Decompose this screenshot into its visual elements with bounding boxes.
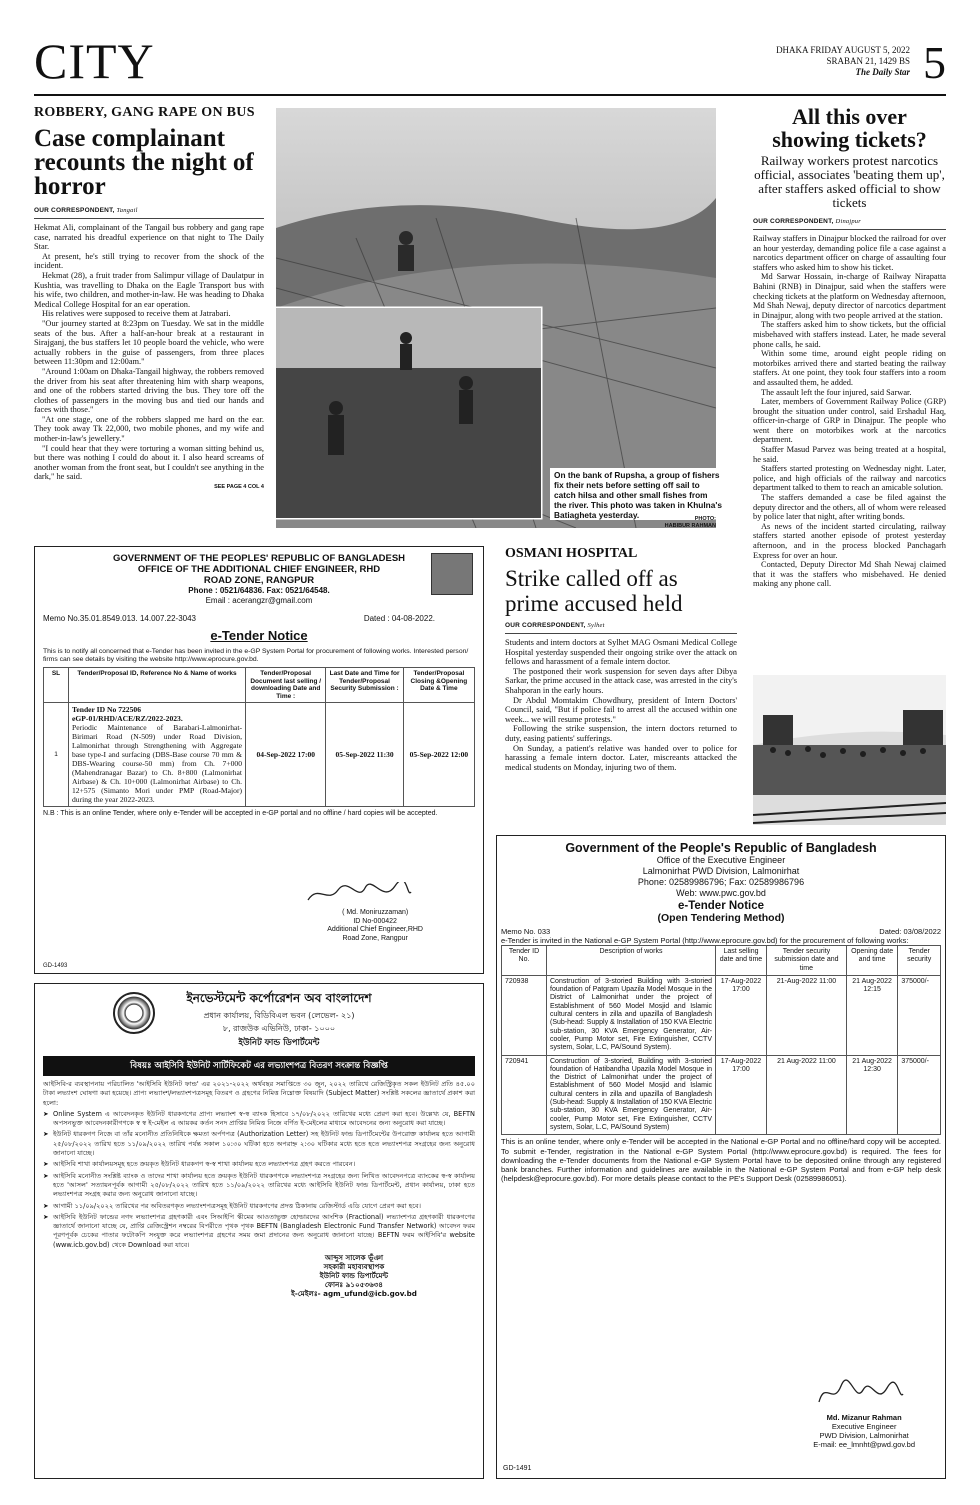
photo-image xyxy=(753,675,946,825)
table-cell: 720941 xyxy=(502,1055,547,1135)
icb-office: প্রধান কার্যালয়, বিডিবিএল ভবন (লেভেল- ২১) xyxy=(203,1011,355,1020)
table-cell: Construction of 3-storied Building with 3-storied foundation of Patgram Upazila Model Mosque in the District of Lalmonirhat under the project of Establishment of 560 Model Mosjid and Islamic cultural centers in zilla and upazilla of Bangladesh (Sub-head: Supply & Installation of 150 KVA Electric sub-station, 30 KVA Emergency Generator, Air-cooler, Pump Motor set, Fire Extinguisher, CCTV system, Solar, L.C, PA/Sound System). xyxy=(547,975,716,1055)
icb-address: ৮, রাজউক এভিনিউ, ঢাকা- ১০০০ xyxy=(222,1024,336,1033)
story-railway-tickets xyxy=(753,105,946,589)
pwd-title: e-Tender Notice xyxy=(677,900,765,912)
jump-line: SEE PAGE 4 COL 4 xyxy=(214,484,264,491)
icb-item xyxy=(43,1172,475,1200)
table-cell: 05-Sep-2022 11:30 xyxy=(326,703,403,807)
body-paragraph: At present, he's still trying to recover from the shock of the incident. xyxy=(34,251,264,271)
story-headline: All this over showing tickets? xyxy=(772,104,927,152)
table-cell: 375000/- xyxy=(898,1055,941,1135)
ad-code: GD-1493 xyxy=(43,963,68,969)
body-paragraph: Railway staffers in Dinajpur blocked the railroad for over an hour yesterday, demanding police file a case against a narcotics department officer on charge of assaulting four staffers who asked him to show his ticket. xyxy=(753,234,946,272)
ad-memo: Memo No.35.01.8549.013. 14.007.22-3043 xyxy=(43,614,197,623)
story-kicker: OSMANI HOSPITAL xyxy=(505,546,638,561)
ad-office-line: OFFICE OF THE ADDITIONAL CHIEF ENGINEER, RHD xyxy=(137,564,381,575)
fishers-photo xyxy=(276,108,722,529)
table-header: Opening date and time xyxy=(846,946,897,976)
story-headline: Case complainant recounts the night of horror xyxy=(34,125,254,200)
body-paragraph: The staffers asked him to show tickets, but the official misbehaved with staffers instead. Later, he made several phone calls, he said. xyxy=(753,320,946,349)
ad-tender-table xyxy=(43,667,475,807)
table-cell: 375000/- xyxy=(898,975,941,1055)
table-cell: 21 Aug-2022 11:00 xyxy=(766,1055,846,1135)
pwd-office-line: Office of the Executive Engineer xyxy=(656,855,786,865)
ad-email: Email : acerangzr@gmail.com xyxy=(205,596,313,605)
signer-email: E-mail: ee_lmnht@pwd.gov.bd xyxy=(813,1440,915,1449)
icb-subject: বিষয়ঃ আইসিবি ইউনিট সার্টিফিকেট এর লভ্যাংশপত্র বিতরণ সংক্রান্ত বিজ্ঞপ্তি xyxy=(43,1056,475,1076)
story-bus-robbery xyxy=(34,105,264,490)
table-header: Description of works xyxy=(547,946,716,976)
body-paragraph: Within some time, around eight people riding on motorbikes arrived there and started beating the railway staffers. At one point, they took four staffers into a room and assaulted them, he added. xyxy=(753,349,946,387)
table-cell: 05-Sep-2022 12:00 xyxy=(403,703,474,807)
icb-org: ইনভেস্টমেন্ট কর্পোরেশন অব বাংলাদেশ xyxy=(186,991,372,1005)
body-paragraph: Hekmat Ali, complainant of the Tangail bus robbery and gang rape case, narrated his dreadful experience on that night to The Daily Star. xyxy=(34,223,264,252)
signer-name: Md. Mizanur Rahman xyxy=(826,1413,902,1422)
story-kicker: ROBBERY, GANG RAPE ON BUS xyxy=(34,105,255,120)
icb-items xyxy=(43,1110,475,1250)
photo-credit: PHOTO: HABIBUR RAHMAN xyxy=(664,516,716,529)
icb-item xyxy=(43,1110,475,1129)
bullet-icon: ➤ xyxy=(43,1109,49,1118)
bullet-icon: ➤ xyxy=(43,1171,49,1180)
icb-email: ই-মেইলঃ- agm_ufund@icb.gov.bd xyxy=(291,1289,417,1299)
ad-intro: This is to notify all concerned that e-Tender has been invited in the e-GP System Portal for procurement of following works. Interested person/ firms can see details by visiting the website http://www.eprocure.gov.bd. xyxy=(43,648,469,663)
masthead-rule xyxy=(34,94,946,96)
body-paragraph: The staffers demanded a case be filed against the deputy director and the others, all of whom were released by police later that night, after writing bonds. xyxy=(753,493,946,522)
icb-signer-title: সহকারী মহাব্যবস্থাপক xyxy=(323,1262,385,1272)
ad-pwd-etender xyxy=(496,835,946,1479)
table-cell: 21 Aug-2022 12:30 xyxy=(846,1055,897,1135)
photo-image xyxy=(276,108,716,528)
table-cell: Construction of 3-storied, Building with 3-storied foundation of Hatibandha Upazila Model Mosque in the District of Lalmonirhat under the project of Establishment of 560 Model Mosjid and Islamic cultural centers in zilla and upazilla of Bangladesh (Sub-head: Supply & Installation of 150 KVA Electric sub-station, 30 KVA Emergency Generator, Air-cooler, Pump Motor set, Fire Extinguisher, CCTV system, Solar, L.C, PA/Sound System) xyxy=(547,1055,716,1135)
table-cell: 720938 xyxy=(502,975,547,1055)
story-body xyxy=(505,638,737,772)
table-header: Tender/Proposal Document last selling / downloading Date and Time : xyxy=(246,668,326,703)
icb-item-text: ইউনিট ধারকগণ নিজে বা তাঁর মনোনীত প্রতিনিধিকে ক্ষমতা অর্পণপত্র (Authorization Letter) সহ ইউনিট ফান্ড ডিপার্টমেন্টের উপরোক্ত কার্যালয় হতে আগামী ২৫/০৮/২০২২ তারিখ হতে ১১/০৯/২০২২ তারিখ পর্যন্ত সকাল ১০:৩০ ঘটিকা হতে অপরাহ্ন ২:৩০ ঘটিকার মধ্যে হতে হতে লভ্যাংশপত্র সংগ্রহের জন্য অনুরোধ জানানো যাচ্ছে। xyxy=(53,1130,475,1158)
body-paragraph: "Our journey started at 8:23pm on Tuesday. We sat in the middle seats of the bus. After a half-an-hour break at a restaurant in Sirajganj, the bus staffers let 10 people board the vehicle, who were actually robbers in the guise of passengers, from three places between 11:30pm and 12:00am." xyxy=(34,318,264,367)
table-header: Tender ID No. xyxy=(502,946,547,976)
body-paragraph: Students and intern doctors at Sylhet MAG Osmani Medical College Hospital yesterday suspended their ongoing strike over the attack on fellows and harassment of a female intern doctor. xyxy=(505,638,737,667)
table-header: Last selling date and time xyxy=(716,946,767,976)
table-row xyxy=(44,703,475,807)
table-header: SL xyxy=(44,668,69,703)
icb-item-text: আইসিবি শাখা কার্যালয়সমূহ হতে ক্রয়কৃত ইউনিট ধারকগণ স্ব-স্ব শাখা কার্যালয় হতে লভ্যাংশপত্র গ্রহণ করতে পারবেন। xyxy=(53,1160,356,1169)
table-cell: 04-Sep-2022 17:00 xyxy=(246,703,326,807)
pwd-gov-line: Government of the People's Republic of Bangladesh xyxy=(565,841,877,855)
story-body xyxy=(34,223,264,482)
table-cell: 21 Aug-2022 12:15 xyxy=(846,975,897,1055)
body-paragraph: Staffers started protesting on Wednesday night. Later, police, and high officials of the railway and narcotics department talked to them to reach an amicable solution. xyxy=(753,464,946,493)
ad-icb-dividend xyxy=(34,983,484,1479)
masthead-dateline xyxy=(776,45,910,78)
icb-intro: আইসিবি-র ব্যবস্থাপনায় পরিচালিত 'আইসিবি ইউনিট ফান্ড' এর ২০২১-২০২২ অর্থবছর সমাপ্তিতে ৩০ জুন, ২০২২ তারিখে রেজিস্ট্রিকৃত সকল ইউনিট প্রতি ৪৫.০০ টাকা লভ্যাংশ ঘোষণা করা হয়েছে। প্রাপ্য লভ্যাংশ/লভ্যাংশপত্রসমূহ বিতরণ ও গ্রহণের নিমিত্ত নিম্নোক্ত বিষয়াদি (Subject Matter) সংশ্লিষ্ট সকলের জ্ঞাতার্থে প্রকাশ করা হলো: xyxy=(43,1080,475,1107)
icb-signer-name: আব্দুস সালেক ভূঁঞা xyxy=(324,1253,384,1263)
section-title: CITY xyxy=(34,33,155,89)
table-header: Tender/Proposal Closing &Opening Date & Time xyxy=(403,668,474,703)
story-headline: Strike called off as prime accused held xyxy=(505,566,683,616)
body-paragraph: "At one stage, one of the robbers slapped me hard on the ear. They took away Tk 22,000, two mobile phones, and my wife and mother-in-law's jewellery." xyxy=(34,414,264,444)
icb-phone: ফোনঃ ৯১০৫৩৬৩৪ xyxy=(324,1280,384,1290)
signature-mark xyxy=(303,882,413,906)
icb-item-text: আইসিবি মনোনীত সংশ্লিষ্ট ব্যাংক ও তাদের শাখা কার্যালয় হতে ক্রয়কৃত ইউনিট ধারকগণকে লভ্যাংশপত্র সংগ্রহের জন্য লিখিত আবেদনপত্রে ব্যাংকের স্ব-স্ব কার্যালয় হতে 'আসল' সত্যায়নপূর্বক আগামী ২৫/০৮/২০২২ তারিখ হতে ১১/০৯/২০২২ তারিখের মধ্যে আইসিবি ইউনিট ফান্ড ডিপার্টমেন্ট, প্রধান কার্যালয়, ঢাকা হতে লভ্যাংশপত্র সংগ্রহ করার জন্য অনুরোধ জানানো যাচ্ছে। xyxy=(53,1171,475,1199)
table-header: Last Date and Time for Tender/Proposal Security Submission : xyxy=(326,668,403,703)
icb-item xyxy=(43,1202,475,1211)
signer-id: ID No-000422 xyxy=(353,917,397,925)
signer-name: ( Md. Moniruzzaman) xyxy=(342,909,409,916)
body-paragraph: As news of the incident started circulating, railway staffers started another episode of protest yesterday afternoon, and in the process blocked Panchagarh Express for over an hour. xyxy=(753,521,946,560)
table-cell: 1 xyxy=(44,703,69,807)
body-paragraph: Dr Abdul Momtakim Chowdhury, president of Intern Doctors' Council, said, "But if police fail to arrest all the accused within one week... we will resume protests." xyxy=(505,695,737,724)
body-paragraph: The postponed their work suspension for seven days after Dibya Sarkar, the prime accused in the attack case, was arrested in the city's Shahporan in the early hours. xyxy=(505,666,737,695)
pwd-memo: Memo No. 033 xyxy=(501,927,551,936)
bangla-date: SRABAN 21, 1429 BS xyxy=(826,56,910,66)
bullet-icon: ➤ xyxy=(43,1160,49,1169)
paper-name: The Daily Star xyxy=(855,67,910,77)
portrait-logo xyxy=(431,553,473,595)
story-byline: OUR CORRESPONDENT, Dinajpur xyxy=(753,218,861,225)
story-body xyxy=(753,234,946,589)
ad-note: N.B : This is an online Tender, where only e-Tender will be accepted in e-GP portal and no offline / hard copies will be accepted. xyxy=(43,810,438,817)
table-header: Tender/Proposal ID, Reference No & Name of works xyxy=(69,668,246,703)
rail-protest-photo xyxy=(753,675,946,825)
ad-phone: Phone : 0521/64836. Fax: 0521/64548. xyxy=(188,586,330,595)
icb-item xyxy=(43,1213,475,1250)
table-cell: 21-Aug-2022 11:00 xyxy=(766,975,846,1055)
table-cell: 17-Aug-2022 17:00 xyxy=(716,975,767,1055)
table-row xyxy=(502,1055,941,1135)
body-paragraph: Staffer Masud Parvez was being treated at a hospital, he said. xyxy=(753,445,946,464)
photo-caption: On the bank of Rupsha, a group of fishers fix their nets before setting off sail to catch hilsa and other small fishes from the river. This photo was taken in Khulna's Batiagheta yesterday. xyxy=(550,468,722,520)
pwd-dated: Dated: 03/08/2022 xyxy=(879,927,941,936)
icb-item xyxy=(43,1160,475,1169)
body-paragraph: Md Sarwar Hossain, in-charge of Railway Nirapatta Bahini (RNB) in Dinajpur, said when the staffers were checking tickets at the platform on Wednesday afternoon, Md Shah Newaj, deputy director of narcotics department in Dinajpur, along with two people arrived at the station. xyxy=(753,272,946,320)
body-paragraph: Following the strike suspension, the intern doctors returned to duty, easing patients' sufferings. xyxy=(505,724,737,743)
table-cell: 17-Aug-2022 17:00 xyxy=(716,1055,767,1135)
icb-item-text: আইসিবি ইউনিট ফান্ডের নগদ লভ্যাংশপত্র গ্রহণকারী এবং সিআইপি স্কীমের আওতাভুক্ত হোল্ডারদের আংশিক (Fractional) লভ্যাংশপত্র গ্রহণকারী ধারকগণের জ্ঞাতার্থে জানানো যাচ্ছে যে, প্রাপ্তি রেজিস্ট্রেশন নম্বরের বিপরীতে পৃথক পৃথক BEFTN (Bangladesh Electronic Fund Transfer Network) আবেদন ফরম পূরণপূর্বক চেকের পাতার ফটোকপি সংযুক্ত করে লভ্যাংশপত্র গ্রহণের সময় জমা প্রদানের জন্য অনুরোধ জানানো যাচ্ছে। BEFTN ফরম আইসিবি'র website (www.icb.gov.bd) থেকে Download করা যাবে। xyxy=(53,1212,475,1249)
ad-rhd-etender xyxy=(34,546,484,974)
icb-signer-dept: ইউনিট ফান্ড ডিপার্টমেন্ট xyxy=(319,1271,389,1281)
pwd-division: Lalmonirhat PWD Division, Lalmonirhat xyxy=(642,866,800,876)
pwd-phone: Phone: 02589986796; Fax: 02589986796 xyxy=(637,877,805,887)
body-paragraph: "I could hear that they were torturing a woman sitting behind us, but there was nothing I could do about it. I also heard screams of another woman from the front seat, but I couldn't see anything in the dark," he said. xyxy=(34,443,264,482)
ad-notice-title: e-Tender Notice xyxy=(210,628,308,643)
body-paragraph: Hekmat (28), a fruit trader from Salimpur village of Daulatpur in Kushtia, was travelling to Dhaka on the Eagle Transport bus with his wife, two children, and mother-in-law. He was heading to Dhaka Medical College Hospital for an ear operation. xyxy=(34,270,264,309)
table-row xyxy=(502,975,941,1055)
body-paragraph: His relatives were supposed to receive them at Jatrabari. xyxy=(42,309,231,319)
icb-dept: ইউনিট ফান্ড ডিপার্টমেন্ট xyxy=(238,1038,320,1048)
story-deck: Railway workers protest narcotics official, associates 'beating them up', after staffers asked official to show tickets xyxy=(754,153,945,210)
bullet-icon: ➤ xyxy=(43,1212,49,1221)
table-header: Tender security submission date and time xyxy=(766,946,846,976)
issue-date: DHAKA FRIDAY AUGUST 5, 2022 xyxy=(776,45,910,55)
signer-title: Additional Chief Engineer,RHD xyxy=(327,926,423,933)
signer-title: Executive Engineer xyxy=(831,1422,897,1431)
page-number: 5 xyxy=(923,37,946,88)
signer-office: Road Zone, Rangpur xyxy=(342,934,408,942)
table-header: Tender security xyxy=(898,946,941,976)
signature-mark xyxy=(815,1376,905,1410)
ad-zone-line: ROAD ZONE, RANGPUR xyxy=(203,575,315,586)
body-paragraph: Contacted, Deputy Director Md Shah Newaj claimed that it was the staffers who misbehaved. He denied making any phone call. xyxy=(753,560,946,589)
body-paragraph: Later, members of Government Railway Police (GRP) brought the situation under control, said Ershadul Haq, officer-in-charge of GRP in Dinajpur. The people who went there on motorbikes work at the narcotics department. xyxy=(753,397,946,445)
story-byline: OUR CORRESPONDENT, Sylhet xyxy=(505,622,605,629)
pwd-tender-table xyxy=(501,945,941,1135)
icb-item-text: আগামী ১১/০৯/২০২২ তারিখের পর অবিতরণকৃত লভ্যাংশপত্রসমূহ ইউনিট ধারকগণের প্রদত্ত ঠিকানায় রেজিস্টার্ড এডি যোগে প্রেরণ করা হবে। xyxy=(53,1201,421,1210)
story-byline: OUR CORRESPONDENT, Tangail xyxy=(34,207,138,214)
body-paragraph: On Sunday, a patient's relative was handed over to police for harassing a female intern doctor. Later, miscreants attacked the medical students on Monday, injuring two of them. xyxy=(505,743,737,772)
body-paragraph: "Around 1:00am on Dhaka-Tangail highway, the robbers removed the driver from his seat after threatening him with sharp weapons, and one of the robbers started driving the bus. They tore off the clothes of passengers in the moving bus and tied our hands and faces with those." xyxy=(34,366,264,415)
table-cell: Tender ID No 722506 eGP-01/RHD/ACE/RZ/2022-2023. Periodic Maintenance of Barabari-Lalmonirhat-Birimari Road (N-509) under Road Division, Lalmonirhat through Strengthening with Aggregate base type-I and surfacing (DBS-Base course 70 mm & DBS-Wearing course-50 mm) from Ch. 7+000 (Mahendranagar Bazar) to Ch. 8+800 (Lalmonirhat Airbase) & Ch. 10+000 (Lalmonirhat Airbase) to Ch. 12+575 (Simanto Mori under PMP (Road-Major) during the year 2022-2023. xyxy=(69,703,246,807)
pwd-intro: e-Tender is invited in the National e-GP System Portal (http://www.eprocure.gov.bd) for the procurement of following works: xyxy=(501,936,909,945)
bullet-icon: ➤ xyxy=(43,1201,49,1210)
ad-gov-line: GOVERNMENT OF THE PEOPLES' REPUBLIC OF BANGLADESH xyxy=(112,553,406,564)
icb-item-text: Online System এ আবেদনকৃত ইউনিট ধারকগণের প্রাপ্য লভ্যাংশ স্ব-স্ব ব্যাংক হিসাবে ১৭/০৮/২০২২ তারিখের মধ্যে প্রেরণ করা হবে। উল্লেখ্য যে, BEFTN অপসনভুক্ত আবেদনকারীগণকে স্ব স্ব ই-মেইল এ আয়কর কর্তন সনদ প্রাপ্তির নিমিত্ত নিজে বর্ণিত ই-মেইলের মাধ্যমে আবেদনের জন্য অনুরোধ করা যাচ্ছে। xyxy=(53,1109,475,1128)
pwd-subtitle: (Open Tendering Method) xyxy=(657,912,785,924)
icb-item xyxy=(43,1130,475,1158)
icb-logo xyxy=(113,992,155,1034)
story-osmani-hospital xyxy=(505,546,737,772)
ad-code: GD-1491 xyxy=(503,1465,532,1472)
body-paragraph: The assault left the four injured, said Sarwar. xyxy=(761,387,912,397)
bullet-icon: ➤ xyxy=(43,1130,49,1139)
pwd-web: Web: www.pwc.gov.bd xyxy=(676,888,766,898)
pwd-note: This is an online tender, where only e-Tender will be accepted in the National e-GP Portal and no offline/hard copy will be accepted. To submit e-Tender, registration in the National e-GP System Portal (http://www.eprocure.gov.bd) is required. The fees for downloading the e-Tender documents from the National e-GP System Portal have to be deposited online through any registered bank branches. Further information and guidelines are available in the National e-GP System Portal and from e-GP help desk (helpdesk@eprocure.gov.bd). For more details please contact to the PE's Support Desk (02589986051). xyxy=(501,1137,941,1184)
signer-office: PWD Division, Lalmonirhat xyxy=(819,1431,909,1440)
ad-dated: Dated : 04-08-2022. xyxy=(363,614,435,623)
